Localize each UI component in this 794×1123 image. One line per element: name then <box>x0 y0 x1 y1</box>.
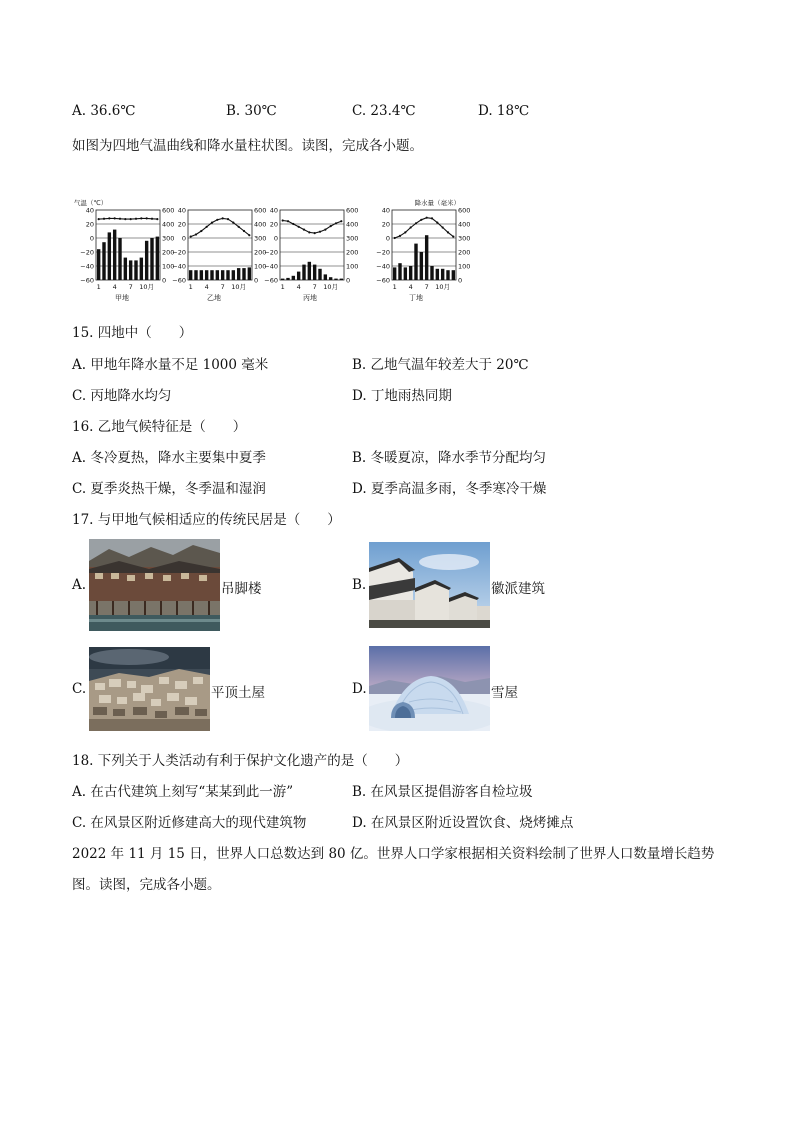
precipitation-tick-label: 300 <box>346 234 359 243</box>
precipitation-tick-label: 200 <box>458 248 471 257</box>
temperature-tick-label: −20 <box>80 248 94 257</box>
temperature-tick-label: −40 <box>264 262 278 271</box>
month-tick-label: 1 <box>96 283 101 291</box>
temperature-point <box>287 220 289 222</box>
temperature-point <box>103 218 105 220</box>
month-tick-label: 4 <box>296 283 301 291</box>
precip-bar <box>340 279 343 280</box>
temperature-point <box>156 218 158 220</box>
prev-option-c: C. 23.4℃ <box>352 103 416 119</box>
month-tick-label: 7 <box>128 283 133 291</box>
precipitation-tick-label: 0 <box>254 276 259 285</box>
q15-stem: 15. 四地中（ ） <box>72 325 193 341</box>
precipitation-tick-label: 600 <box>458 206 471 215</box>
temperature-point <box>335 222 337 224</box>
q15-option-c: C. 丙地降水均匀 <box>72 388 172 404</box>
temperature-curve <box>283 221 342 234</box>
precip-bar <box>414 244 417 280</box>
intro-paragraph-1: 如图为四地气温曲线和降水量柱状图。读图，完成各小题。 <box>72 138 423 154</box>
panel-name: 乙地 <box>207 294 221 302</box>
precipitation-tick-label: 100 <box>254 262 267 271</box>
q18-stem: 18. 下列关于人类活动有利于保护文化遗产的是（ ） <box>72 753 409 769</box>
q17-option-a-label: 吊脚楼 <box>221 581 262 597</box>
temperature-tick-label: 40 <box>381 206 390 215</box>
q17-option-b-label: 徽派建筑 <box>491 581 545 597</box>
q16-option-c: C. 夏季炎热干燥，冬季温和湿润 <box>72 481 266 497</box>
temperature-point <box>292 223 294 225</box>
temperature-point <box>146 217 148 219</box>
precip-bar <box>436 269 439 280</box>
precip-bar <box>334 279 337 280</box>
precip-bar <box>232 270 235 280</box>
temperature-point <box>330 225 332 227</box>
temperature-point <box>222 217 224 219</box>
temperature-tick-label: −60 <box>264 276 278 285</box>
temperature-point <box>124 218 126 220</box>
temperature-tick-label: −60 <box>376 276 390 285</box>
temperature-point <box>211 222 213 224</box>
temperature-point <box>319 231 321 233</box>
precip-bar <box>441 269 444 280</box>
precip-bar <box>129 260 132 280</box>
temperature-point <box>190 236 192 238</box>
temperature-point <box>232 222 234 224</box>
temperature-tick-label: −60 <box>172 276 186 285</box>
temperature-point <box>243 230 245 232</box>
temperature-point <box>308 231 310 233</box>
month-tick-label: 1 <box>280 283 285 291</box>
precipitation-tick-label: 0 <box>458 276 463 285</box>
precipitation-tick-label: 400 <box>458 220 471 229</box>
temperature-point <box>436 222 438 224</box>
q18-option-a: A. 在古代建筑上刻写“某某到此一游” <box>72 784 294 800</box>
month-tick-label: 1 <box>392 283 397 291</box>
precip-bar <box>318 269 321 280</box>
q15-option-a: A. 甲地年降水量不足 1000 毫米 <box>72 357 269 373</box>
precip-bar <box>113 230 116 280</box>
prev-option-a: A. 36.6℃ <box>72 103 136 119</box>
temperature-point <box>452 236 454 238</box>
precip-bar <box>237 268 240 280</box>
precipitation-tick-label: 100 <box>162 262 175 271</box>
temperature-tick-label: −40 <box>376 262 390 271</box>
precip-bar <box>398 263 401 280</box>
temperature-point <box>227 218 229 220</box>
precip-bar <box>286 278 289 280</box>
temperature-curve <box>191 218 250 236</box>
precip-bar <box>446 270 449 280</box>
precipitation-tick-label: 0 <box>162 276 167 285</box>
temperature-point <box>98 218 100 220</box>
month-tick-label: 7 <box>312 283 317 291</box>
panel-name: 丙地 <box>303 294 317 302</box>
q17-option-c-label: 平顶土屋 <box>211 685 265 701</box>
temperature-point <box>399 235 401 237</box>
q16-stem: 16. 乙地气候特征是（ ） <box>72 419 247 435</box>
temperature-point <box>410 226 412 228</box>
temperature-tick-label: −40 <box>80 262 94 271</box>
temperature-point <box>394 237 396 239</box>
temperature-point <box>324 229 326 231</box>
temperature-point <box>140 217 142 219</box>
precip-bar <box>205 270 208 280</box>
temperature-curve <box>395 218 454 238</box>
precip-bar <box>324 274 327 280</box>
precip-bar <box>108 232 111 280</box>
temperature-tick-label: −20 <box>264 248 278 257</box>
precip-bar <box>425 235 428 280</box>
temperature-point <box>404 231 406 233</box>
temperature-tick-label: 20 <box>381 220 390 229</box>
precip-bar <box>393 267 396 280</box>
igloo-photo <box>369 646 490 731</box>
temperature-tick-label: 40 <box>269 206 278 215</box>
precip-bar <box>134 260 137 280</box>
precipitation-tick-label: 600 <box>254 206 267 215</box>
panel-name: 丁地 <box>409 294 423 302</box>
temperature-tick-label: −20 <box>376 248 390 257</box>
month-tick-label: 1 <box>188 283 193 291</box>
month-tick-label: 10月 <box>323 283 339 291</box>
q17-option-b-letter: B. <box>352 577 367 593</box>
temperature-point <box>314 232 316 234</box>
q18-option-d: D. 在风景区附近设置饮食、烧烤摊点 <box>352 815 574 831</box>
precip-bar <box>420 252 423 280</box>
precip-bar <box>292 276 295 280</box>
q17-option-d-label: 雪屋 <box>491 685 518 701</box>
temperature-point <box>447 231 449 233</box>
precip-bar <box>210 270 213 280</box>
q18-option-c: C. 在风景区附近修建高大的现代建筑物 <box>72 815 307 831</box>
precipitation-tick-label: 400 <box>162 220 175 229</box>
precip-bar <box>226 270 229 280</box>
temperature-point <box>108 217 110 219</box>
temperature-tick-label: 40 <box>85 206 94 215</box>
precip-bar <box>281 279 284 280</box>
hui-style-building-photo <box>369 542 490 628</box>
precipitation-tick-label: 200 <box>346 248 359 257</box>
climate-charts-svg <box>70 196 490 311</box>
month-tick-label: 4 <box>112 283 117 291</box>
temperature-point <box>151 218 153 220</box>
month-tick-label: 7 <box>220 283 225 291</box>
month-tick-label: 7 <box>424 283 429 291</box>
q15-option-d: D. 丁地雨热同期 <box>352 388 452 404</box>
precip-bar <box>140 258 143 280</box>
precip-bar <box>150 238 153 280</box>
q17-stem: 17. 与甲地气候相适应的传统民居是（ ） <box>72 512 341 528</box>
temperature-tick-label: 20 <box>85 220 94 229</box>
q17-option-a-letter: A. <box>72 577 87 593</box>
precip-bar <box>97 249 100 280</box>
intro-paragraph-2-line-1: 2022 年 11 月 15 日，世界人口总数达到 80 亿。世界人口学家根据相关资料绘制了世界人口数量增长趋势 <box>72 846 715 862</box>
precipitation-tick-label: 100 <box>458 262 471 271</box>
temperature-tick-label: 0 <box>181 234 186 243</box>
month-tick-label: 4 <box>204 283 209 291</box>
precipitation-tick-label: 200 <box>162 248 175 257</box>
precip-bar <box>404 267 407 280</box>
intro-paragraph-2-line-2: 图。读图，完成各小题。 <box>72 877 221 893</box>
temperature-point <box>114 217 116 219</box>
temperature-point <box>415 222 417 224</box>
precip-bar <box>452 270 455 280</box>
temperature-tick-label: 0 <box>273 234 278 243</box>
precipitation-tick-label: 400 <box>346 220 359 229</box>
temperature-point <box>200 230 202 232</box>
temperature-point <box>340 220 342 222</box>
q17-option-d-letter: D. <box>352 681 367 697</box>
precip-bar <box>221 270 224 280</box>
temperature-tick-label: −60 <box>80 276 94 285</box>
temperature-point <box>303 229 305 231</box>
temperature-point <box>248 234 250 236</box>
precip-bar <box>297 272 300 280</box>
precipitation-tick-label: 200 <box>254 248 267 257</box>
precipitation-axis-label: 降水量（毫米） <box>414 199 460 207</box>
flat-roof-earth-house-photo <box>89 647 210 731</box>
precipitation-tick-label: 300 <box>458 234 471 243</box>
month-tick-label: 10月 <box>435 283 451 291</box>
chart-frame-2 <box>280 210 344 280</box>
q18-option-b: B. 在风景区提倡游客自检垃圾 <box>352 784 533 800</box>
temperature-axis-label: 气温（℃） <box>74 199 108 207</box>
precip-bar <box>248 267 251 280</box>
temperature-point <box>426 217 428 219</box>
temperature-point <box>298 226 300 228</box>
precip-bar <box>102 242 105 280</box>
precip-bar <box>200 270 203 280</box>
temperature-point <box>442 226 444 228</box>
temperature-tick-label: 40 <box>177 206 186 215</box>
temperature-point <box>130 218 132 220</box>
precipitation-tick-label: 300 <box>254 234 267 243</box>
temperature-tick-label: −40 <box>172 262 186 271</box>
temperature-tick-label: 0 <box>385 234 390 243</box>
precip-bar <box>242 268 245 280</box>
temperature-point <box>420 219 422 221</box>
precipitation-tick-label: 100 <box>346 262 359 271</box>
temperature-point <box>216 219 218 221</box>
temperature-curve <box>99 218 158 219</box>
temperature-tick-label: 0 <box>89 234 94 243</box>
panel-name: 甲地 <box>115 294 129 302</box>
q16-option-d: D. 夏季高温多雨，冬季寒冷干燥 <box>352 481 547 497</box>
precip-bar <box>308 262 311 280</box>
precip-bar <box>409 266 412 280</box>
temperature-point <box>238 226 240 228</box>
temperature-point <box>119 218 121 220</box>
temperature-point <box>195 233 197 235</box>
precipitation-tick-label: 600 <box>346 206 359 215</box>
temperature-point <box>206 226 208 228</box>
stilt-house-photo <box>89 539 220 631</box>
precipitation-tick-label: 600 <box>162 206 175 215</box>
temperature-point <box>135 218 137 220</box>
climate-charts <box>70 196 490 311</box>
precip-bar <box>302 265 305 280</box>
precip-bar <box>194 270 197 280</box>
precip-bar <box>216 270 219 280</box>
precipitation-tick-label: 0 <box>346 276 351 285</box>
precip-bar <box>189 270 192 280</box>
precip-bar <box>329 277 332 280</box>
temperature-tick-label: 20 <box>177 220 186 229</box>
precipitation-tick-label: 300 <box>162 234 175 243</box>
precip-bar <box>156 237 159 280</box>
precipitation-tick-label: 400 <box>254 220 267 229</box>
prev-option-b: B. 30℃ <box>226 103 277 119</box>
month-tick-label: 4 <box>408 283 413 291</box>
temperature-tick-label: 20 <box>269 220 278 229</box>
q16-option-a: A. 冬冷夏热，降水主要集中夏季 <box>72 450 266 466</box>
temperature-tick-label: −20 <box>172 248 186 257</box>
month-tick-label: 10月 <box>231 283 247 291</box>
precip-bar <box>145 241 148 280</box>
temperature-point <box>282 219 284 221</box>
q16-option-b: B. 冬暖夏凉，降水季节分配均匀 <box>352 450 547 466</box>
precip-bar <box>430 266 433 280</box>
temperature-point <box>431 217 433 219</box>
precip-bar <box>124 258 127 280</box>
precip-bar <box>118 238 121 280</box>
q17-option-c-letter: C. <box>72 681 87 697</box>
prev-option-d: D. 18℃ <box>478 103 530 119</box>
precip-bar <box>313 265 316 280</box>
month-tick-label: 10月 <box>139 283 155 291</box>
q15-option-b: B. 乙地气温年较差大于 20℃ <box>352 357 529 373</box>
